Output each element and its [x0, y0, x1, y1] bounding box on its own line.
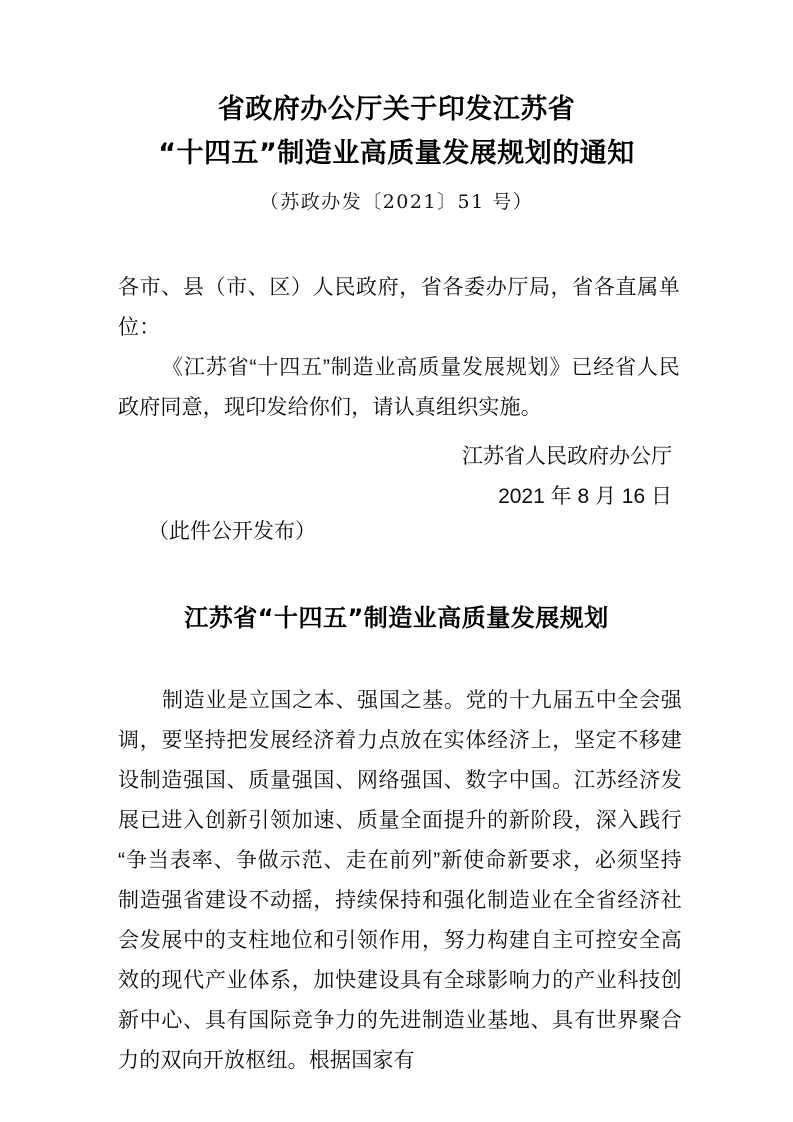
- signature-issuer: 江苏省人民政府办公厅: [462, 445, 672, 468]
- document-title: [0, 88, 793, 176]
- document-title-line-2: “十四五”制造业高质量发展规划的通知: [158, 138, 635, 169]
- signature-date: 2021 年 8 月 16 日: [498, 485, 672, 508]
- plan-heading: 江苏省“十四五”制造业高质量发展规划: [184, 604, 609, 632]
- document-title-line-1: 省政府办公厅关于印发江苏省: [217, 94, 576, 125]
- addressee-line: 各市、县（市、区）人民政府，省各委办厅局，省各直属单位：: [118, 276, 680, 339]
- intro-block: [118, 681, 682, 1081]
- release-note: （此件公开发布）: [148, 520, 316, 543]
- intro-paragraph: 制造业是立国之本、强国之基。党的十九届五中全会强调，要坚持把发展经济着力点放在实体经济上，坚定不移建设制造强国、质量强国、网络强国、数字中国。江苏经济发展已进入创新引领加速、质量全面提升的新阶段，深入践行“争当表率、争做示范、走在前列”新使命新要求，必须坚持制造强省建设不动摇，持续保持和强化制造业在全省经济社会发展中的支柱地位和引领作用，努力构建自主可控安全高效的现代产业体系，加快建设具有全球影响力的产业科技创新中心、具有国际竞争力的先进制造业基地、具有世界聚合力的双向开放枢纽。根据国家有: [118, 689, 682, 1072]
- notice-body-paragraph: 《江苏省“十四五”制造业高质量发展规划》已经省人民政府同意，现印发给你们，请认真组织实施。: [118, 356, 680, 419]
- notice-body-block: [118, 268, 680, 428]
- document-serial-number: （苏政办发〔2021〕51 号）: [259, 191, 534, 213]
- signature-block: [118, 437, 680, 517]
